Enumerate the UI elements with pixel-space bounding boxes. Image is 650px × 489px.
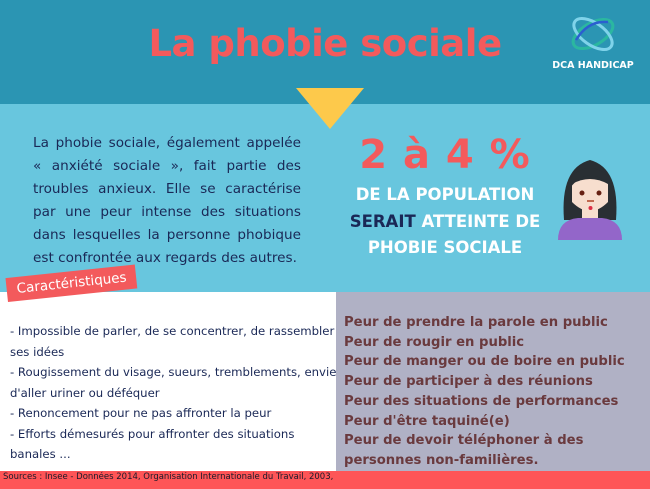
logo-orbit-icon <box>548 10 638 58</box>
stat-emphasis: SERAIT <box>349 212 416 231</box>
woman-avatar-icon <box>554 148 626 240</box>
characteristics-tag: Caractéristiques <box>5 265 137 302</box>
down-arrow-icon <box>296 88 364 129</box>
logo <box>548 10 638 80</box>
list-item: Peur d'être taquiné(e) <box>344 413 510 429</box>
list-item: - Impossible de parler, de se concentrer, de rassembler ses idées <box>10 324 335 359</box>
list-item: - Efforts démesurés pour affronter des situations banales ... <box>10 426 295 461</box>
list-item: - Rougissement du visage, sueurs, tremblements, envie d'aller uriner ou déféquer <box>10 365 337 400</box>
list-item: Peur de manger ou de boire en public <box>344 354 625 370</box>
stat-line-3: PHOBIE SOCIALE <box>367 238 523 257</box>
list-item: - Renoncement pour ne pas affronter la peur <box>10 406 272 420</box>
stat-line-1: DE LA POPULATION <box>355 185 535 204</box>
stat-line-2-rest: ATTEINTE DE <box>415 212 541 231</box>
sources-footer: Sources : Insee - Données 2014, Organisation Internationale du Travail, 2003, <box>0 471 650 489</box>
list-item: Peur de prendre la parole en public <box>344 315 608 330</box>
characteristics-list <box>10 321 340 465</box>
page-title: La phobie sociale <box>148 22 502 65</box>
fears-list <box>344 313 644 471</box>
intro-paragraph: La phobie sociale, également appelée « anxiété sociale », fait partie des troubles anxieux. Elle se caractérise par une peur intense des situations dans lesquelles la personne phobique est confrontée aux regards des autres. <box>33 135 301 266</box>
stat-line-2 <box>330 212 560 231</box>
stat-value: 2 à 4 % <box>359 132 531 178</box>
list-item: Peur de rougir en public <box>344 334 525 350</box>
logo-text: DCA HANDICAP <box>552 60 634 71</box>
list-item: Peur de devoir téléphoner à des personnes non-familières. <box>344 433 584 468</box>
list-item: Peur des situations de performances <box>344 393 619 409</box>
list-item: Peur de participer à des réunions <box>344 374 593 390</box>
